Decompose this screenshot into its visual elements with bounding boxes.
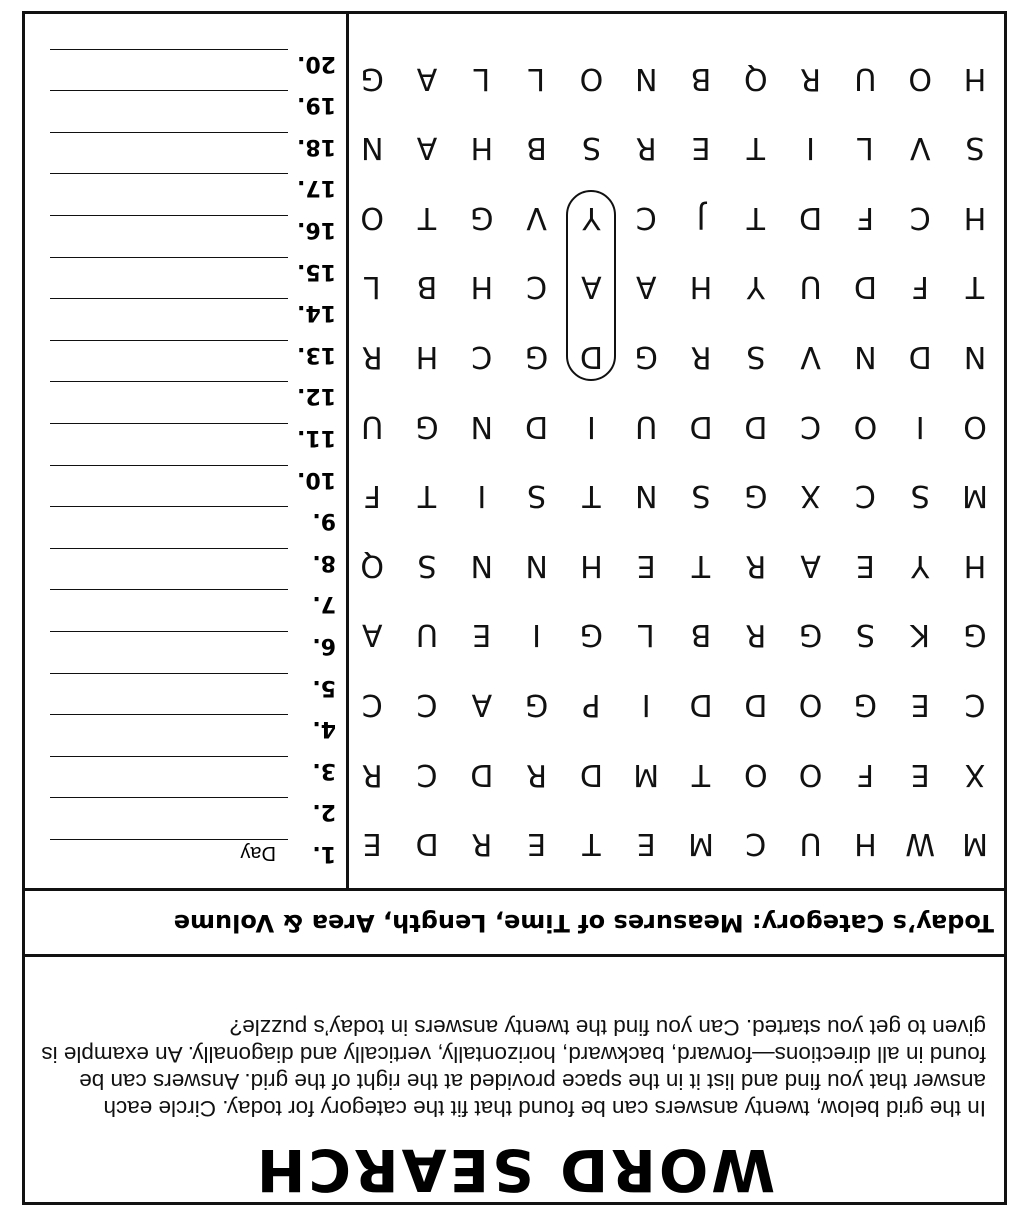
grid-cell[interactable]: G (798, 617, 823, 653)
grid-cell[interactable]: W (905, 826, 936, 862)
grid-cell[interactable]: Q (744, 60, 768, 96)
grid-cell[interactable]: C (854, 478, 876, 514)
answer-blank-line[interactable] (50, 465, 288, 466)
answer-blank-line[interactable] (50, 423, 288, 424)
answer-blank-line[interactable] (50, 381, 288, 382)
grid-cell[interactable]: T (582, 826, 601, 862)
grid-cell[interactable]: E (910, 756, 930, 792)
grid-cell[interactable]: T (965, 269, 985, 305)
grid-cell[interactable]: I (477, 478, 487, 514)
answer-blank-line[interactable] (50, 548, 288, 549)
grid-cell[interactable]: U (854, 60, 877, 96)
answer-number: 4. (312, 716, 336, 742)
answer-row (25, 755, 346, 785)
grid-cell[interactable]: Q (360, 547, 385, 583)
answer-row (25, 838, 346, 868)
grid-cell[interactable]: U (635, 408, 658, 444)
answer-number: 7. (312, 591, 336, 617)
grid-cell[interactable]: S (581, 130, 601, 166)
grid-cell[interactable]: M (633, 756, 660, 792)
grid-cell[interactable]: J (696, 199, 706, 235)
letter-grid (346, 14, 1004, 888)
grid-cell[interactable]: V (800, 339, 821, 374)
answer-number: 9. (312, 508, 336, 534)
grid-cell[interactable]: L (528, 60, 545, 96)
answer-blank-line[interactable] (50, 589, 288, 590)
grid-cell[interactable]: R (471, 826, 493, 862)
puzzle-frame (22, 11, 1007, 1205)
grid-cell[interactable]: F (363, 478, 381, 514)
answer-blank-line[interactable] (50, 298, 288, 299)
grid-cell[interactable]: H (580, 547, 603, 583)
grid-cell[interactable]: A (416, 130, 438, 166)
grid-cell[interactable]: C (800, 408, 822, 444)
grid-cell[interactable]: H (470, 130, 494, 166)
answer-row (25, 464, 346, 494)
answer-number: 12. (297, 383, 336, 409)
grid-cell[interactable]: C (635, 199, 657, 235)
grid-cell[interactable]: O (963, 408, 987, 444)
answer-blank-line[interactable] (50, 173, 288, 174)
grid-cell[interactable]: D (689, 687, 713, 722)
grid-cell[interactable]: S (691, 478, 711, 514)
grid-cell[interactable]: R (361, 339, 383, 374)
grid-cell[interactable]: G (415, 408, 439, 444)
grid-cell[interactable]: N (854, 339, 877, 374)
grid-cell[interactable]: U (799, 826, 822, 862)
grid-cell[interactable]: R (635, 130, 657, 166)
grid-cell[interactable]: E (362, 826, 382, 862)
grid-cell[interactable]: U (361, 408, 384, 444)
grid-cell[interactable]: N (634, 478, 658, 514)
grid-cell[interactable]: D (579, 339, 603, 374)
grid-cell[interactable]: M (962, 826, 988, 862)
grid-cell[interactable]: H (689, 269, 713, 305)
grid-cell[interactable]: A (800, 547, 821, 583)
grid-cell[interactable]: C (471, 339, 493, 374)
grid-cell[interactable]: H (963, 199, 987, 235)
grid-cell[interactable]: L (363, 269, 381, 305)
grid-cell[interactable]: S (746, 339, 766, 374)
answer-row (25, 630, 346, 660)
grid-cell[interactable]: S (527, 478, 547, 514)
grid-cell[interactable]: H (854, 826, 877, 862)
grid-cell[interactable]: O (744, 756, 768, 792)
grid-cell[interactable]: T (417, 478, 437, 514)
answer-row (25, 214, 346, 244)
answer-number: 14. (297, 300, 336, 326)
grid-cell[interactable]: N (360, 130, 384, 166)
answer-number: 11. (297, 425, 336, 450)
grid-cell[interactable]: R (745, 617, 767, 653)
grid-cell[interactable]: U (416, 617, 438, 653)
grid-cell[interactable]: E (691, 130, 711, 166)
answer-blank-line[interactable] (50, 506, 288, 507)
grid-cell[interactable]: D (799, 199, 823, 235)
answer-row (25, 672, 346, 702)
grid-cell[interactable]: Y (911, 547, 930, 583)
grid-cell[interactable]: O (853, 408, 878, 444)
grid-cell[interactable]: D (853, 269, 877, 305)
grid-cell[interactable]: T (417, 199, 437, 235)
answer-number: 5. (312, 674, 336, 700)
answer-row (25, 297, 346, 327)
grid-cell[interactable]: D (579, 756, 603, 792)
grid-cell[interactable]: X (800, 478, 821, 514)
grid-cell[interactable]: X (964, 756, 986, 792)
grid-cell[interactable]: D (470, 756, 494, 792)
answer-blank-line[interactable] (50, 673, 288, 674)
grid-cell[interactable]: N (634, 60, 658, 96)
grid-cell[interactable]: E (527, 826, 547, 862)
grid-cell[interactable]: T (746, 199, 765, 235)
grid-cell[interactable]: A (361, 617, 383, 653)
answer-row (25, 505, 346, 535)
grid-cell[interactable]: G (634, 339, 658, 374)
grid-cell[interactable]: A (635, 269, 657, 305)
grid-cell[interactable]: D (689, 408, 713, 444)
answer-row (25, 713, 346, 743)
grid-cell[interactable]: S (910, 478, 930, 514)
answer-row (25, 48, 346, 78)
grid-cell[interactable]: M (962, 478, 988, 514)
grid-cell[interactable]: D (415, 826, 439, 862)
grid-cell[interactable]: I (806, 130, 816, 166)
answer-blank-line[interactable] (50, 714, 288, 715)
category-banner: Today’s Category: Measures of Time, Length, Area & Volume (25, 888, 1004, 954)
grid-cell[interactable]: L (857, 130, 874, 166)
grid-cell[interactable]: T (691, 756, 711, 792)
grid-cell[interactable]: R (800, 60, 822, 96)
grid-cell[interactable]: R (526, 756, 548, 792)
answer-row (25, 256, 346, 286)
grid-cell[interactable]: L (637, 617, 655, 653)
answer-number: 1. (312, 841, 336, 866)
grid-cell[interactable]: Y (582, 199, 601, 235)
answer-blank-line[interactable] (50, 49, 288, 50)
grid-cell[interactable]: S (855, 617, 875, 653)
answer-number: 10. (297, 466, 336, 492)
grid-cell[interactable]: A (581, 269, 602, 305)
answer-row (25, 172, 346, 202)
grid-cell[interactable]: F (856, 199, 875, 235)
answer-number: 13. (297, 341, 336, 367)
answer-blank-line[interactable] (50, 756, 288, 757)
grid-cell[interactable]: I (586, 408, 596, 444)
grid-cell[interactable]: C (526, 269, 548, 305)
grid-cell[interactable]: C (416, 687, 438, 722)
grid-cell[interactable]: O (360, 199, 385, 235)
answer-blank-line[interactable] (50, 90, 288, 91)
answer-number: 2. (312, 799, 336, 825)
grid-cell[interactable]: C (964, 687, 986, 722)
answer-blank-line[interactable] (50, 132, 288, 133)
grid-cell[interactable]: G (744, 478, 768, 514)
answer-number: 20. (297, 50, 336, 76)
grid-cell[interactable]: I (641, 687, 651, 722)
answer-blank-line[interactable] (50, 257, 288, 258)
grid-cell[interactable]: K (910, 617, 931, 653)
grid-cell[interactable]: S (965, 130, 985, 166)
grid-cell[interactable]: E (636, 547, 656, 583)
answer-number: 15. (297, 258, 336, 284)
grid-cell[interactable]: O (579, 60, 604, 96)
grid-cell[interactable]: F (856, 756, 875, 792)
answer-number: 17. (297, 175, 336, 201)
grid-cell[interactable]: P (582, 687, 601, 722)
grid-cell[interactable]: G (360, 60, 384, 96)
grid-cell[interactable]: O (798, 756, 823, 792)
grid-cell[interactable]: D (744, 408, 768, 444)
answer-row (25, 89, 346, 119)
grid-cell[interactable]: N (525, 547, 548, 583)
grid-cell[interactable]: E (636, 826, 656, 862)
grid-cell[interactable]: G (579, 617, 604, 653)
instructions-text: In the grid below, twenty answers can be found that fit the category for today. Circle each answer that you find and list it in the space provided at the right of the grid. Answers can be found in all directions—forward, backward, horizontally, vertically and diagonally. An example is given to get you started. Can you find the twenty answers in today’s puzzle? (41, 1015, 986, 1121)
grid-cell[interactable]: G (853, 687, 878, 722)
grid-cell[interactable]: R (745, 547, 767, 583)
answer-row (25, 588, 346, 618)
example-answer-text: Day (240, 842, 276, 864)
grid-cell[interactable]: D (525, 408, 549, 444)
answer-blank-line[interactable] (50, 340, 288, 341)
answer-number: 19. (297, 92, 336, 118)
grid-cell[interactable]: C (745, 826, 767, 862)
grid-cell[interactable]: S (417, 547, 437, 583)
answer-blank-line[interactable] (50, 797, 288, 798)
grid-cell[interactable]: B (690, 60, 712, 96)
grid-cell[interactable]: H (415, 339, 439, 374)
grid-cell[interactable]: E (472, 617, 492, 653)
grid-cell[interactable]: Y (746, 269, 765, 305)
grid-cell[interactable]: N (470, 547, 494, 583)
answer-number: 6. (312, 633, 336, 658)
header-box (25, 954, 1004, 1202)
grid-cell[interactable]: M (688, 826, 714, 862)
grid-cell[interactable]: R (690, 339, 712, 374)
answer-row (25, 339, 346, 369)
grid-cell[interactable]: N (470, 408, 494, 444)
answer-number: 3. (312, 757, 336, 783)
grid-cell[interactable]: H (963, 547, 987, 583)
answer-row (25, 131, 346, 161)
grid-cell[interactable]: G (470, 199, 494, 235)
grid-cell[interactable]: C (909, 199, 931, 235)
grid-cell[interactable]: I (532, 617, 542, 653)
grid-cell[interactable]: E (855, 547, 875, 583)
answer-blank-line[interactable] (50, 215, 288, 216)
answer-row (25, 547, 346, 577)
grid-cell[interactable]: A (471, 687, 493, 722)
answer-list (25, 14, 346, 888)
answer-number: 8. (312, 549, 336, 575)
grid-cell[interactable]: I (915, 408, 925, 444)
grid-cell[interactable]: B (690, 617, 712, 653)
grid-cell[interactable]: T (691, 547, 711, 583)
grid-cell[interactable]: D (744, 687, 768, 722)
grid-cell[interactable]: B (416, 269, 438, 305)
grid-cell[interactable]: G (524, 687, 549, 722)
grid-cell[interactable]: T (582, 478, 601, 514)
grid-cell[interactable]: F (911, 269, 929, 305)
grid-cell[interactable]: G (524, 339, 549, 374)
grid-cell[interactable]: C (361, 687, 383, 722)
grid-cell[interactable]: H (470, 269, 494, 305)
answer-number: 16. (297, 217, 336, 242)
grid-cell[interactable]: H (963, 60, 987, 96)
answer-row (25, 422, 346, 452)
answer-blank-line[interactable] (50, 631, 288, 632)
grid-cell[interactable]: U (799, 269, 822, 305)
grid-cell[interactable]: O (798, 687, 823, 722)
answer-number: 18. (297, 133, 336, 159)
puzzle-title: WORD SEARCH (253, 1136, 776, 1204)
grid-cell[interactable]: T (746, 130, 765, 166)
grid-cell[interactable]: B (526, 130, 547, 166)
grid-cell[interactable]: E (910, 687, 930, 722)
grid-cell[interactable]: L (473, 60, 491, 96)
grid-cell[interactable]: D (908, 339, 932, 374)
grid-cell[interactable]: A (416, 60, 438, 96)
grid-cell[interactable]: C (416, 756, 438, 792)
answer-row (25, 380, 346, 410)
grid-cell[interactable]: V (526, 199, 547, 235)
answer-row (25, 796, 346, 826)
grid-cell[interactable]: N (963, 339, 987, 374)
grid-cell[interactable]: O (908, 60, 933, 96)
grid-cell[interactable]: R (361, 756, 383, 792)
grid-cell[interactable]: G (963, 617, 987, 653)
grid-cell[interactable]: V (909, 130, 931, 166)
